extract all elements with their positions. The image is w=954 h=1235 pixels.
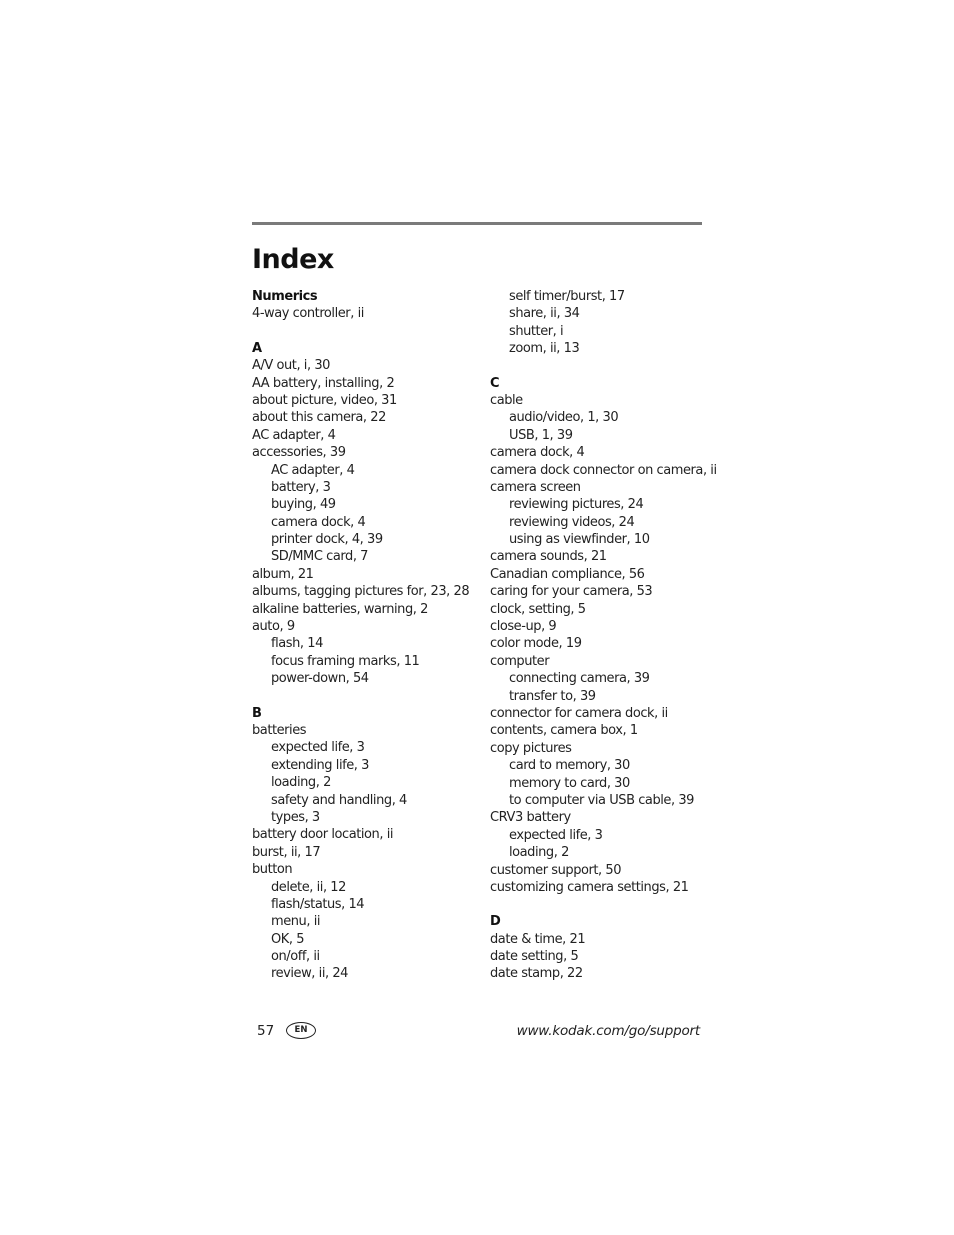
index-subentry: power-down, 54: [271, 671, 369, 687]
index-subentry: self timer/burst, 17: [509, 289, 625, 304]
index-subentry: reviewing videos, 24: [509, 514, 635, 530]
index-column-left: [252, 288, 488, 983]
index-section-heading: B: [252, 705, 262, 721]
index-entry: AA battery, installing, 2: [252, 375, 395, 391]
language-badge-icon: EN: [286, 1022, 316, 1039]
index-entry: caring for your camera, 53: [490, 584, 653, 600]
index-subentry: SD/MMC card, 7: [271, 549, 369, 565]
index-entry: computer: [490, 653, 550, 669]
index-subentry: USB, 1, 39: [509, 427, 573, 443]
index-entry: customizing camera settings, 21: [490, 879, 689, 895]
page-footer: [252, 1021, 702, 1043]
index-subentry: using as viewfinder, 10: [509, 532, 650, 548]
index-section-heading: A: [252, 340, 262, 356]
index-subentry: audio/video, 1, 30: [509, 410, 619, 426]
index-subentry: menu, ii: [271, 914, 321, 930]
index-subentry: expected life, 3: [509, 827, 603, 843]
index-entry: date setting, 5: [490, 949, 579, 965]
index-subentry: delete, ii, 12: [271, 879, 346, 895]
index-subentry: transfer to, 39: [509, 688, 596, 704]
index-entry: A/V out, i, 30: [252, 358, 330, 374]
index-section-heading: C: [490, 375, 500, 391]
index-entry: camera dock connector on camera, ii: [490, 462, 717, 478]
index-subentry: loading, 2: [509, 845, 569, 861]
index-entry: camera sounds, 21: [490, 549, 607, 565]
index-subentry: on/off, ii: [271, 949, 320, 965]
index-subentry: review, ii, 24: [271, 966, 348, 982]
index-subentry: card to memory, 30: [509, 758, 630, 774]
index-section-heading: D: [490, 914, 501, 930]
index-entry: date stamp, 22: [490, 966, 583, 982]
index-subentry: camera dock, 4: [271, 514, 366, 530]
index-subentry: battery, 3: [271, 479, 331, 495]
index-subentry: safety and handling, 4: [271, 792, 407, 808]
index-subentry: connecting camera, 39: [509, 671, 650, 687]
index-entry: CRV3 battery: [490, 810, 571, 826]
index-entry: burst, ii, 17: [252, 844, 321, 860]
index-entry: accessories, 39: [252, 445, 346, 461]
index-subentry: types, 3: [271, 809, 320, 825]
index-subentry: expected life, 3: [271, 740, 365, 756]
index-subentry: focus framing marks, 11: [271, 653, 420, 669]
index-entry: clock, setting, 5: [490, 601, 586, 617]
index-entry: album, 21: [252, 566, 314, 582]
index-subentry: reviewing pictures, 24: [509, 497, 644, 513]
index-entry: connector for camera dock, ii: [490, 705, 668, 721]
index-subentry: buying, 49: [271, 497, 336, 513]
index-subentry: printer dock, 4, 39: [271, 532, 383, 548]
section-gap: [490, 896, 710, 913]
index-entry: customer support, 50: [490, 862, 622, 878]
index-entry: auto, 9: [252, 619, 295, 635]
index-entry: camera dock, 4: [490, 445, 585, 461]
index-subentry: shutter, i: [509, 323, 564, 339]
page-title: Index: [252, 244, 334, 275]
header-rule: [252, 222, 702, 225]
index-entry: about this camera, 22: [252, 410, 386, 426]
section-gap: [252, 323, 488, 340]
index-entry: about picture, video, 31: [252, 392, 397, 408]
index-entry: AC adapter, 4: [252, 427, 336, 443]
index-subentry: flash, 14: [271, 636, 323, 652]
index-entry: close-up, 9: [490, 619, 557, 635]
index-subentry: memory to card, 30: [509, 775, 630, 791]
index-entry: albums, tagging pictures for, 23, 28: [252, 584, 470, 600]
index-subentry: to computer via USB cable, 39: [509, 792, 694, 808]
index-subentry: zoom, ii, 13: [509, 341, 580, 357]
index-subentry: extending life, 3: [271, 757, 369, 773]
page-number: 57: [257, 1023, 275, 1039]
index-entry: battery door location, ii: [252, 827, 394, 843]
index-entry: cable: [490, 392, 523, 408]
index-subentry: AC adapter, 4: [271, 462, 355, 478]
support-url: www.kodak.com/go/support: [516, 1023, 700, 1039]
index-entry: button: [252, 862, 293, 878]
index-column-right: [490, 288, 717, 983]
index-entry: date & time, 21: [490, 931, 586, 947]
index-entry: color mode, 19: [490, 636, 582, 652]
index-subentry: flash/status, 14: [271, 896, 365, 912]
index-entry: camera screen: [490, 479, 581, 495]
section-gap: [490, 358, 710, 375]
index-entry: alkaline batteries, warning, 2: [252, 601, 428, 617]
index-section-heading: Numerics: [252, 289, 318, 304]
index-entry: 4-way controller, ii: [252, 306, 364, 322]
index-entry: batteries: [252, 722, 307, 738]
index-entry: Canadian compliance, 56: [490, 566, 645, 582]
index-entry: contents, camera box, 1: [490, 723, 638, 739]
index-subentry: OK, 5: [271, 931, 305, 947]
section-gap: [252, 688, 488, 705]
index-subentry: loading, 2: [271, 775, 331, 791]
index-entry: copy pictures: [490, 740, 572, 756]
index-subentry: share, ii, 34: [509, 306, 580, 322]
